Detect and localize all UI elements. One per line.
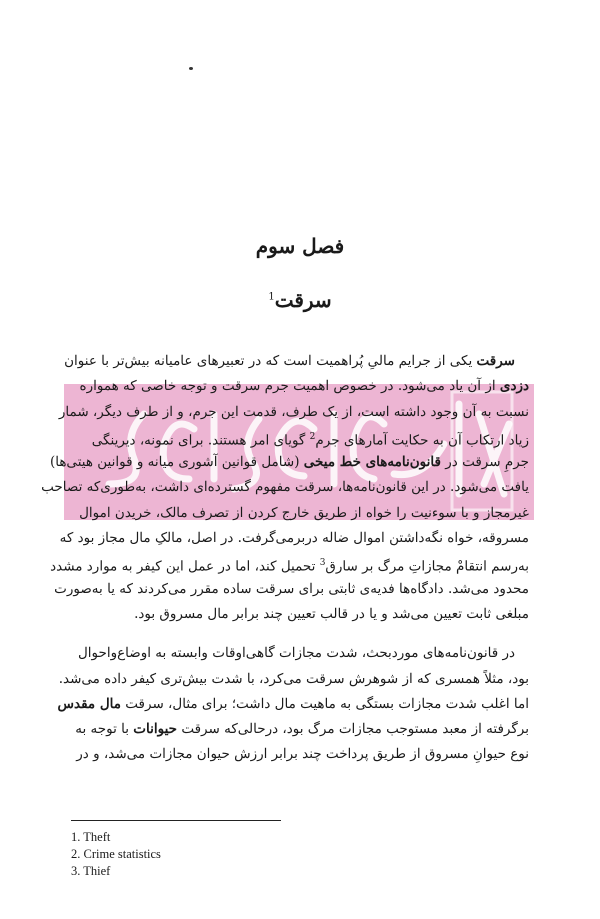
text-line	[41, 475, 529, 500]
section-title	[0, 288, 600, 312]
text-line	[71, 641, 529, 666]
bold-term: قانون‌نامه‌های خط میخی	[303, 454, 441, 471]
text-run: گویای امر هستند. برای نمونه، دیرینگی	[91, 432, 310, 449]
text-line	[64, 349, 529, 374]
footnote-1: 1. Theft	[71, 830, 111, 844]
text-line	[57, 692, 529, 717]
text-run: تحمیل کند، اما در عمل این کیفر به موارد مشدد	[50, 558, 320, 575]
chapter-title: فصل سوم	[255, 234, 345, 258]
text-run: محدود می‌شد. دادگاه‌ها فدیه‌ی ثابتی برای سرقت ساده مقرر می‌کردند که یا به‌صورت	[54, 580, 529, 597]
bold-term: دزدی	[499, 378, 529, 395]
page-speck	[189, 67, 193, 70]
text-line	[71, 425, 529, 450]
footnote-2: 2. Crime statistics	[71, 847, 161, 861]
text-line	[58, 667, 529, 692]
text-run: از آن یاد می‌شود. در خصوص اهمیت جرم سرقت و توجه خاصی که همواره	[79, 378, 500, 395]
body-text	[41, 349, 529, 768]
footnote-ref: 2	[309, 431, 316, 442]
text-run: بود، مثلاً همسری که از شوهرش سرقت می‌کرد، با شدت بیش‌تری کیفر داده می‌شد.	[58, 670, 529, 687]
bold-term: سرقت	[476, 353, 515, 369]
text-line	[49, 450, 529, 475]
text-line	[71, 501, 529, 526]
text-run: غیرمجاز و با سوءنیت را خواه از طریق خارج کردن از تصرف مالک، خریدن اموال	[79, 504, 529, 521]
text-run: جرمِ سرقت در	[440, 454, 529, 471]
paragraph	[41, 349, 529, 627]
text-line	[58, 400, 529, 425]
text-line	[71, 742, 529, 767]
text-run: برگرفته از معبد مستوجب مجازات مرگ بود، درحالی‌که سرقت	[177, 721, 529, 738]
footnotes	[71, 829, 161, 880]
footnote-3: 3. Thief	[71, 864, 111, 878]
paragraph	[57, 641, 529, 767]
text-run: اما اغلب شدت مجازات بستگی به ماهیت مال داشت؛ برای مثال، سرقت	[121, 695, 529, 712]
text-line	[50, 551, 529, 576]
text-run: مسروقه، خواه نگه‌داشتن اموال ضاله دربرمی‌گرفت. در اصل، مالکِ مال مجاز بود که	[59, 530, 529, 547]
text-run: به‌رسم انتقامْ مجازاتِ مرگ بر سارق	[325, 558, 529, 575]
text-run: با توجه به	[75, 721, 134, 738]
text-run: زیاد ارتکاب آن به حکایت آمارهای جرم	[315, 432, 529, 449]
text-line	[71, 717, 529, 742]
text-run: (شامل قوانین آشوری میانه و قوانین هیتی‌ها)	[49, 454, 304, 471]
footnote-separator	[71, 820, 281, 821]
footnote-ref: 3	[319, 558, 326, 569]
text-run: نوع حیوانِ مسروق از طریق پرداخت چند برابر ارزش حیوان مجازات می‌شد، و در	[76, 746, 529, 763]
text-line	[54, 577, 529, 602]
section-title-text: سرقت	[274, 288, 332, 312]
text-line	[71, 602, 529, 627]
bold-term: مال مقدس	[57, 695, 121, 712]
section-title-footnote-mark: 1	[268, 291, 275, 303]
text-line	[71, 374, 529, 399]
bold-term: حیوانات	[133, 721, 178, 738]
text-run: نسبت به آن وجود داشته است، از یک طرف، قدمت این جرم، و از طرف دیگر، شمار	[58, 403, 529, 420]
text-line	[59, 526, 529, 551]
text-run: یافت می‌شود. در این قانون‌نامه‌ها، سرقت مفهوم گسترده‌ای داشت، به‌طوری‌که تصاحب	[41, 479, 529, 496]
text-run: یکی از جرایم مالیِ پُراهمیت است که در تعبیرهای عامیانه بیش‌تر با عنوان	[64, 353, 477, 369]
text-run: مبلغی ثابت تعیین می‌شد و یا در قالب تعیین چند برابر مال مسروق بود.	[134, 605, 529, 622]
text-run: در قانون‌نامه‌های موردبحث، شدت مجازات گاهی‌اوقات وابسته به اوضاع‌واحوال	[77, 645, 515, 662]
